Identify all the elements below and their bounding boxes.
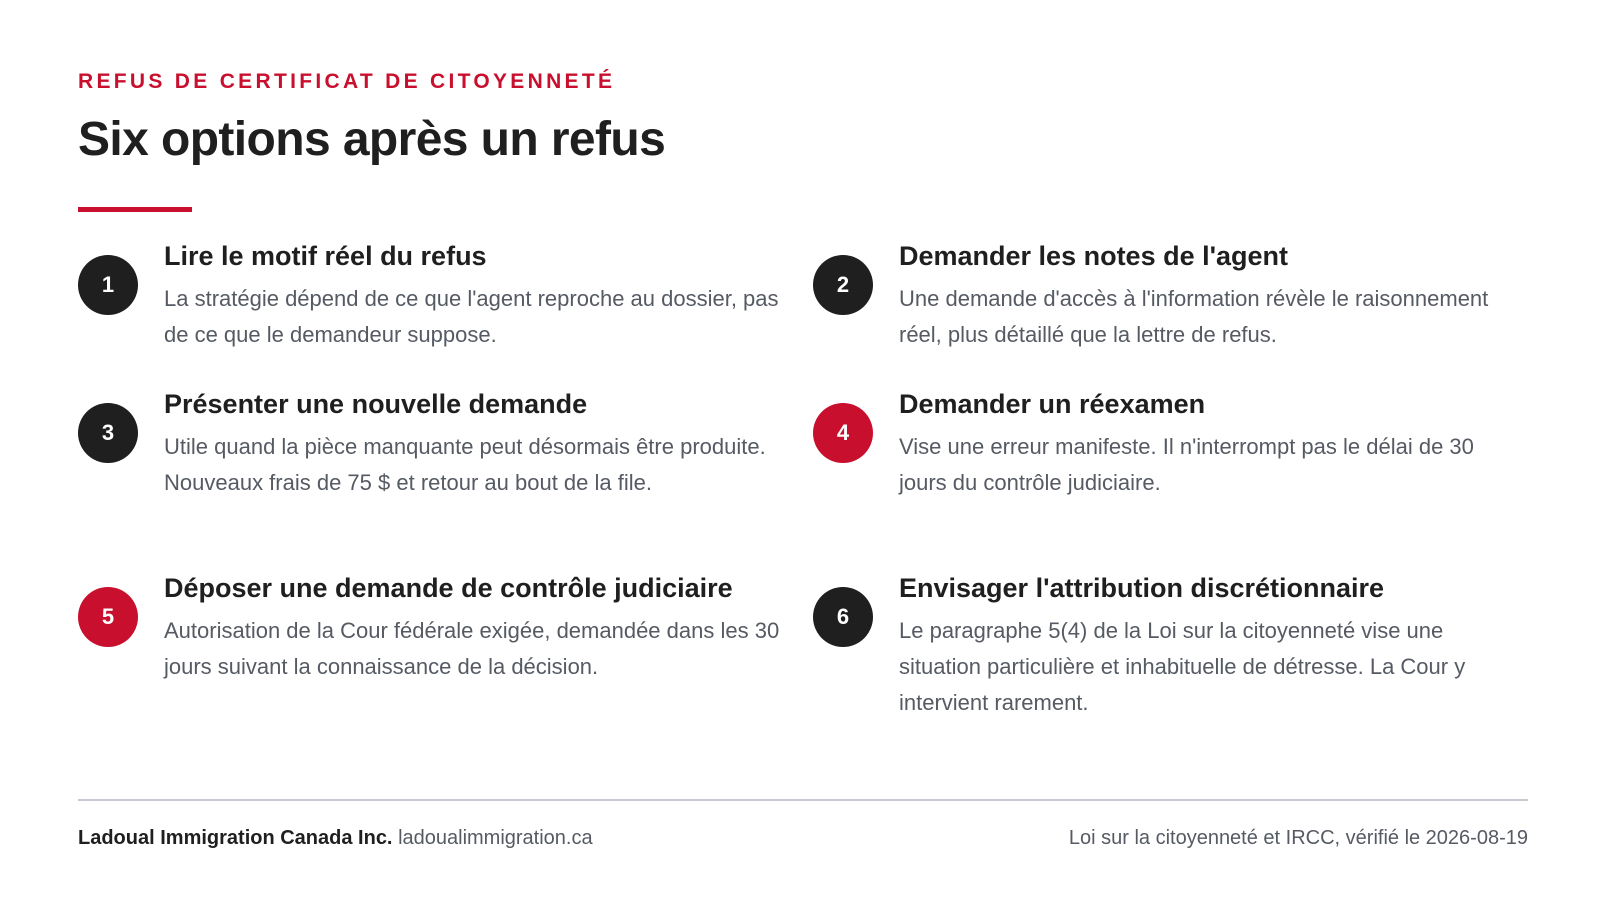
option-text — [899, 389, 1519, 501]
option-title: Déposer une demande de contrôle judiciaire — [164, 573, 733, 603]
infographic-page — [78, 0, 1528, 917]
option-number-badge: 6 — [813, 587, 873, 647]
option-description: Le paragraphe 5(4) de la Loi sur la citoyenneté vise une situation particulière et inhabituelle de détresse. La Cour y intervient rarement. — [899, 618, 1466, 715]
options-grid — [78, 0, 1528, 760]
page-title: Six options après un refus — [78, 113, 666, 166]
option-title: Lire le motif réel du refus — [164, 241, 487, 271]
option-number-badge: 3 — [78, 403, 138, 463]
option-text — [164, 573, 784, 685]
option-number-badge: 5 — [78, 587, 138, 647]
option-text — [164, 389, 784, 501]
option-number-badge: 4 — [813, 403, 873, 463]
option-description: La stratégie dépend de ce que l'agent reproche au dossier, pas de ce que le demandeur suppose. — [164, 286, 779, 347]
website-link[interactable]: ladoualimmigration.ca — [398, 827, 593, 849]
footer-brand — [78, 827, 593, 850]
company-name: Ladoual Immigration Canada Inc. — [78, 827, 393, 849]
option-description: Une demande d'accès à l'information révèle le raisonnement réel, plus détaillé que la lettre de refus. — [899, 286, 1489, 347]
option-number-badge: 2 — [813, 255, 873, 315]
option-text — [899, 241, 1519, 353]
option-description: Autorisation de la Cour fédérale exigée, demandée dans les 30 jours suivant la connaissance de la décision. — [164, 618, 780, 679]
option-title: Demander un réexamen — [899, 389, 1206, 419]
footer-divider — [78, 799, 1528, 801]
option-title: Présenter une nouvelle demande — [164, 389, 588, 419]
eyebrow-label: REFUS DE CERTIFICAT DE CITOYENNETÉ — [78, 70, 616, 93]
option-title: Demander les notes de l'agent — [899, 241, 1289, 271]
option-text — [164, 241, 784, 353]
footer-source: Loi sur la citoyenneté et IRCC, vérifié le 2026-08-19 — [1068, 827, 1528, 849]
option-text — [899, 573, 1519, 721]
option-description: Vise une erreur manifeste. Il n'interrompt pas le délai de 30 jours du contrôle judiciaire. — [899, 434, 1474, 495]
option-description: Utile quand la pièce manquante peut désormais être produite. Nouveaux frais de 75 $ et retour au bout de la file. — [164, 434, 766, 495]
option-number-badge: 1 — [78, 255, 138, 315]
option-title: Envisager l'attribution discrétionnaire — [899, 573, 1385, 603]
